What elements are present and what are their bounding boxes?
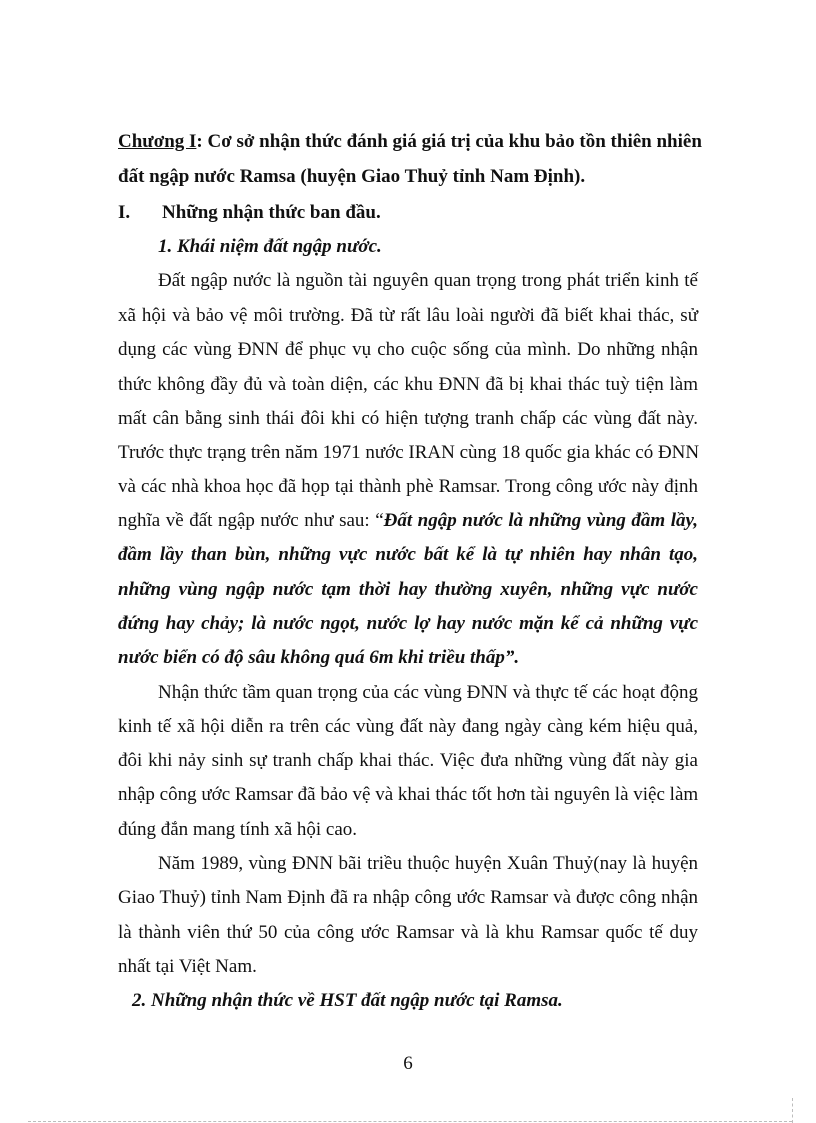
paragraph2-line-5: đúng đắn mang tính xã hội cao.: [118, 819, 358, 840]
paragraph1-line-6: Trước thực trạng trên năm 1971 nước IRAN cùng 18 quốc gia khác có ĐNN: [118, 442, 700, 463]
definition-start: Đất ngập nước là những vùng đầm lầy,: [383, 510, 698, 531]
definition-line-1: đầm lầy than bùn, những vực nước bất kể là tự nhiên hay nhân tạo,: [118, 544, 698, 565]
page-border-corner: [792, 1098, 793, 1123]
paragraph3-line-4: nhất tại Việt Nam.: [118, 956, 257, 977]
paragraph1-line-4: thức không đầy đủ và toàn diện, các khu ĐNN đã bị khai thác tuỳ tiện làm: [118, 374, 698, 395]
definition-line-2: những vùng ngập nước tạm thời hay thường xuyên, những vực nước: [118, 579, 698, 600]
page-border-bottom: [28, 1121, 792, 1122]
paragraph3-line-3: là thành viên thứ 50 của công ước Ramsar và là khu Ramsar quốc tế duy: [118, 922, 698, 943]
section-title: Những nhận thức ban đầu.: [162, 202, 381, 223]
definition-line-4: nước biển có độ sâu không quá 6m khi triều thấp”.: [118, 647, 520, 668]
paragraph3-line-1: Năm 1989, vùng ĐNN bãi triều thuộc huyện Xuân Thuỷ(nay là huyện: [158, 853, 698, 874]
chapter-heading-line-1: [118, 130, 702, 154]
paragraph1-line-1: Đất ngập nước là nguồn tài nguyên quan trọng trong phát triển kinh tế: [158, 270, 698, 291]
paragraph1-line-8: [118, 509, 698, 533]
definition-intro: nghĩa về đất ngập nước như sau: “: [118, 510, 384, 531]
chapter-label: Chương I: [118, 131, 197, 152]
section-number: I.: [118, 202, 131, 223]
paragraph1-line-5: mất cân bằng sinh thái đôi khi có hiện tượng tranh chấp các vùng đất này.: [118, 408, 698, 429]
paragraph2-line-4: nhập công ước Ramsar đã bảo vệ và khai thác tốt hơn tài nguyên là việc làm: [118, 784, 699, 805]
paragraph1-line-3: dụng các vùng ĐNN để phục vụ cho cuộc sống của mình. Do những nhận: [118, 339, 698, 360]
paragraph2-line-3: đôi khi nảy sinh sự tranh chấp khai thác. Việc đưa những vùng đất này gia: [118, 750, 698, 771]
paragraph3-line-2: Giao Thuỷ) tỉnh Nam Định đã ra nhập công ước Ramsar và được công nhận: [118, 887, 698, 908]
subsection-heading-1: 1. Khái niệm đất ngập nước.: [158, 236, 382, 257]
paragraph2-line-2: kinh tế xã hội diễn ra trên các vùng đất này đang ngày càng kém hiệu quả,: [118, 716, 698, 737]
subsection-heading-2: 2. Những nhận thức về HST đất ngập nước tại Ramsa.: [132, 990, 563, 1011]
section-heading: [118, 201, 698, 225]
chapter-title-part-1: : Cơ sở nhận thức đánh giá giá trị của khu bảo tồn thiên nhiên: [196, 131, 702, 152]
paragraph1-line-7: và các nhà khoa học đã họp tại thành phè Ramsar. Trong công ước này định: [118, 476, 698, 497]
paragraph2-line-1: Nhận thức tầm quan trọng của các vùng ĐNN và thực tế các hoạt động: [158, 682, 698, 703]
page-number: 6: [403, 1053, 413, 1074]
chapter-heading-line-2: đất ngập nước Ramsa (huyện Giao Thuỷ tỉnh Nam Định).: [118, 166, 586, 187]
definition-line-3: đứng hay chảy; là nước ngọt, nước lợ hay nước mặn kể cả những vực: [118, 613, 698, 634]
paragraph1-line-2: xã hội và bảo vệ môi trường. Đã từ rất lâu loài người đã biết khai thác, sử: [118, 305, 698, 326]
